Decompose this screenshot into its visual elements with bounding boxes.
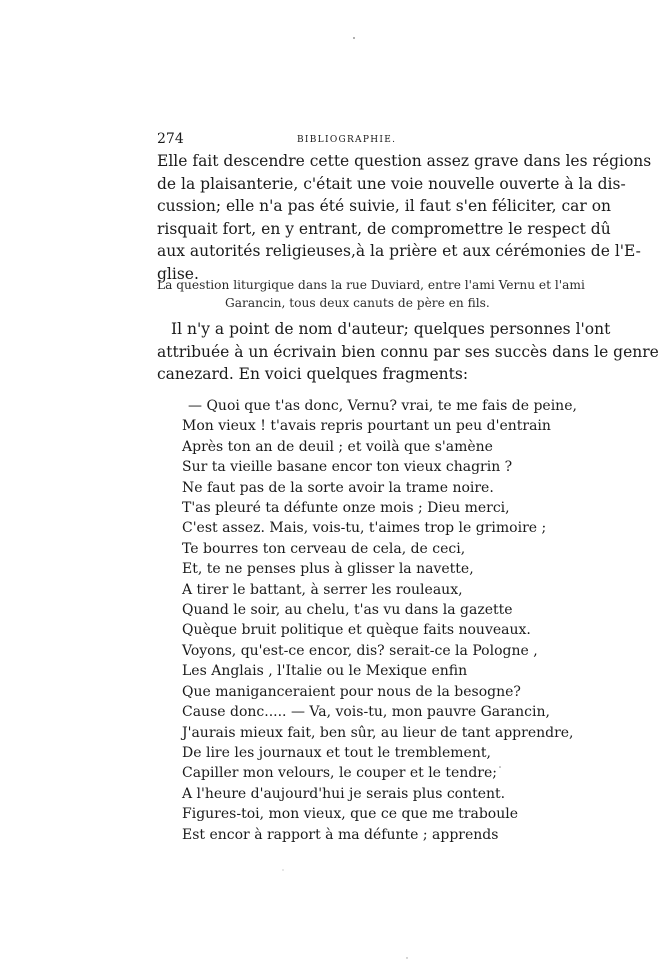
subheading-line-1: La question liturgique dans la rue Duviard, entre l'ami Vernu et l'ami [157, 278, 585, 292]
verse-line: Après ton an de deuil ; et voilà que s'amène [182, 438, 493, 455]
paragraph-1-line: aux autorités religieuses,à la prière et aux cérémonies de l'E- [157, 242, 641, 261]
paragraph-1-line: glise. [157, 264, 199, 283]
paragraph-2 [157, 318, 659, 386]
running-head: BIBLIOGRAPHIE. [297, 135, 397, 145]
verse-line: Capiller mon velours, le couper et le tendre; [182, 765, 497, 782]
paragraph-1-line: de la plaisanterie, c'était une voie nouvelle ouverte à la dis- [157, 174, 626, 193]
verse-line: Ne faut pas de la sorte avoir la trame noire. [182, 479, 494, 496]
paragraph-1-line: risquait fort, en y entrant, de compromettre le respect dû [157, 219, 611, 238]
verse-line: De lire les journaux et tout le tremblement, [182, 744, 491, 761]
verse-line: Quand le soir, au chelu, t'as vu dans la gazette [182, 602, 513, 619]
verse-excerpt [182, 396, 577, 845]
subheading-line-2: Garancin, tous deux canuts de père en fils. [225, 295, 490, 310]
page-number: 274 [157, 131, 184, 147]
verse-line: Que maniganceraient pour nous de la besogne? [182, 683, 521, 700]
verse-line: Mon vieux ! t'avais repris pourtant un peu d'entrain [182, 418, 551, 435]
verse-line: T'as pleuré ta défunte onze mois ; Dieu merci, [182, 500, 510, 517]
verse-line: Quèque bruit politique et quèque faits nouveaux. [182, 622, 531, 639]
verse-line: J'aurais mieux fait, ben sûr, au lieur de tant apprendre, [182, 724, 574, 741]
verse-line: A tirer le battant, à serrer les rouleaux, [182, 581, 463, 598]
verse-line: C'est assez. Mais, vois-tu, t'aimes trop le grimoire ; [182, 520, 547, 537]
verse-line: Sur ta vieille basane encor ton vieux chagrin ? [182, 459, 513, 476]
verse-line: Voyons, qu'est-ce encor, dis? serait-ce la Pologne , [182, 642, 538, 659]
verse-line: — Quoi que t'as donc, Vernu? vrai, te me fais de peine, [188, 398, 577, 414]
paragraph-1-line: Elle fait descendre cette question assez grave dans les régions [157, 152, 652, 170]
paragraph-2-line: Il n'y a point de nom d'auteur; quelques personnes l'ont [171, 320, 611, 338]
paragraph-2-line: canezard. En voici quelques fragments: [157, 365, 469, 384]
paragraph-1-line: cussion; elle n'a pas été suivie, il faut s'en féliciter, car on [157, 197, 612, 216]
verse-line: A l'heure d'aujourd'hui je serais plus content. [182, 785, 506, 802]
verse-line: Cause donc..... — Va, vois-tu, mon pauvre Garancin, [182, 704, 550, 721]
paragraph-2-line: attribuée à un écrivain bien connu par ses succès dans le genre [157, 342, 659, 361]
verse-line: Est encor à rapport à ma défunte ; apprends [182, 826, 499, 843]
verse-line: Les Anglais , l'Italie ou le Mexique enfin [182, 663, 468, 680]
section-subheading [157, 277, 585, 312]
verse-line: Te bourres ton cerveau de cela, de ceci, [182, 540, 466, 557]
verse-line: Figures-toi, mon vieux, que ce que me traboule [182, 806, 518, 823]
verse-line: Et, te ne penses plus à glisser la navette, [182, 561, 474, 578]
